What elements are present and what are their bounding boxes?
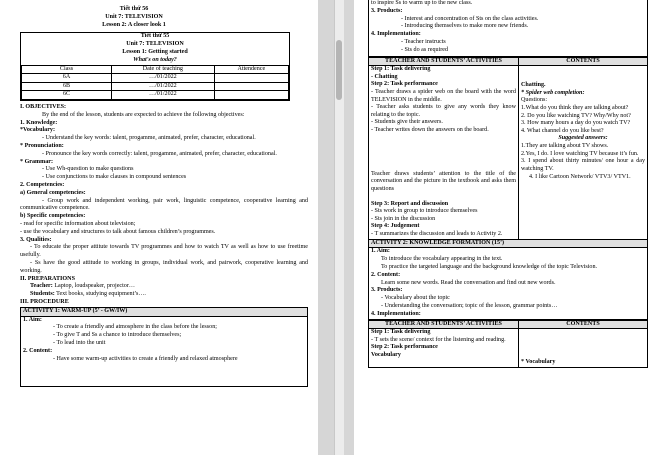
t2-vocabulary-contents: * Vocabulary (521, 359, 556, 366)
spider-web-title: * Spider web completion: (521, 89, 585, 96)
box-unit: Unit 7: TELEVISION (126, 41, 184, 48)
activity2-table-header (369, 320, 648, 329)
activity-item: - Teacher asks students to give any words they know relating to the topic. (371, 104, 516, 118)
aim-title: 1. Aim: (23, 316, 42, 323)
teacher-preparation (20, 283, 308, 291)
aim-item: - To lead into the unit (53, 339, 106, 346)
activity1-table (368, 57, 648, 240)
t2-step2-label: Step 2: Task performance (371, 344, 438, 351)
lesson-unit: Unit 7: TELEVISION (105, 13, 163, 20)
activity-item: - Teacher writes down the answers on the board. (371, 127, 489, 134)
spacer (371, 194, 516, 201)
attendence-cell (214, 74, 288, 83)
question-item: 4. What channel do you like best? (521, 127, 604, 134)
suggested-item: 1.They are talking about TV shows. (521, 143, 609, 150)
suggested-item: 2.Yes, I do. I love watching TV because it’s fun. (521, 150, 639, 157)
spacer (521, 66, 645, 82)
vocabulary-title: *Vocabulary: (20, 127, 55, 134)
top-line: to inspire Ss to warm up to the new class. (371, 0, 473, 6)
previous-lesson-box (20, 32, 290, 101)
contents-header-2: CONTENTS (519, 320, 648, 329)
class-cell: 6B (22, 82, 112, 91)
products2-item: - Vocabulary about the topic (381, 295, 450, 302)
products2-item: - Understanding the conversation; topic of the lesson, grammar points… (381, 302, 558, 309)
step4-label: Step 4: Judgement (371, 223, 420, 230)
attendence-cell (214, 91, 288, 100)
content2-text: Learn some new words. Read the conversation and find out new words. (381, 279, 556, 286)
specific-item: - read for specific information about television; (20, 220, 136, 227)
aim2-title: 1. Aim: (371, 248, 390, 255)
box-period: Tiết thứ 55 (140, 33, 170, 40)
activity2-block (368, 240, 648, 368)
qualities-title: 3. Qualities: (20, 236, 52, 243)
step2-label: Step 2: Task performance (371, 81, 438, 88)
box-lesson: Lesson 1: Getting started (122, 48, 188, 55)
question-item: 3. How many hours a day do you watch TV? (521, 120, 631, 127)
chatting-label: - Chatting (371, 73, 398, 80)
activity2-table (368, 320, 648, 368)
aim-item: - To create a friendly and atmosphere in the class before the lesson; (53, 324, 217, 331)
grammar-item: - Use conjunctions to make clauses in compound sentences (42, 174, 187, 181)
scrollbar-thumb[interactable] (336, 40, 342, 100)
step3-item: - Sts join in the discussion (371, 215, 436, 222)
students-prep-label: Students: (30, 291, 55, 298)
t2-step1-text: - T sets the scene/ context for the listening and reading. (371, 336, 506, 343)
grammar-title: * Grammar: (20, 158, 53, 165)
general-competencies-text: - Group work and independent working, pair work, linguistic competence, cooperative learning and communicative competence. (20, 197, 308, 212)
question-item: 1.What do you think they are talking about? (521, 105, 629, 112)
pronunciation-text: - Pronounce the key words correctly: talent, progamme, animated, prefer, character, educational. (42, 150, 277, 157)
contents-header: CONTENTS (519, 57, 648, 66)
table-row (369, 66, 648, 239)
lesson-header (20, 6, 308, 29)
pronunciation-title: * Pronunciation: (20, 143, 64, 149)
qualities-item: - Ss have the good attitude to working in groups, individual work, and pairwork, cooperative learning and working. (20, 259, 308, 274)
vocabulary-text: - Understand the key words: talent, progamme, animated, prefer, character, educational. (42, 135, 256, 142)
box-subtitle: What's on today? (133, 56, 177, 63)
document-page-left (0, 0, 318, 455)
activity-item: - Students give their answers. (371, 119, 443, 126)
table-row (22, 82, 289, 91)
contents-chatting: Chatting. (521, 82, 546, 89)
activity2-title: ACTIVITY 2: KNOWLEDGE FORMATION (15’) (368, 240, 648, 249)
table-row (22, 74, 289, 83)
date-col-header: Date of teaching (112, 65, 215, 74)
objectives-intro: By the end of the lesson, students are expected to achieve the following objectives: (42, 111, 245, 118)
date-cell: …/01/2022 (112, 82, 215, 91)
general-competencies-title: a) General competencies: (20, 189, 86, 196)
suggested-title: Suggested answers: (558, 135, 608, 142)
class-table-header (22, 65, 289, 74)
grammar-item: - Use Wh-question to make questions (42, 166, 134, 173)
class-table (21, 65, 289, 100)
activity1-title: ACTIVITY 1: WARM-UP (5’ - GW/IW) (20, 307, 308, 317)
teacher-prep-label: Teacher: (30, 283, 53, 290)
activity-item: - Teacher draws a spider web on the board with the word TELEVISION in the middle. (371, 89, 516, 103)
step1-label: Step 1: Task delivering (371, 66, 431, 73)
products2-title: 3. Products: (371, 287, 403, 294)
objectives-title: I. OBJECTIVES: (20, 104, 67, 111)
teacher-students-header-2: TEACHER AND STUDENTS’ ACTIVITIES (369, 320, 519, 329)
implementation-item: - Sts do as required (401, 46, 449, 53)
qualities-item: - To educate the proper attitute towards TV programmes and how to watch TV as well as how to use freetime usefully. (20, 244, 308, 259)
activities-cell (369, 66, 519, 239)
products-title: 3. Products: (371, 7, 403, 14)
teacher-draws-text: Teacher draws students’ attention to the title of the conversation and the picture in the textbook and asks them questions (371, 170, 516, 192)
students-prep-text: Text books, studying equipment’s…. (56, 291, 146, 298)
content-text: - Have some warm-up activities to create a friendly and relaxed atmosphere (53, 355, 238, 362)
activity2-body (368, 248, 648, 319)
table-row (369, 329, 648, 368)
aim-item: - To give T and Ss a chance to introduce themselves; (53, 332, 182, 339)
content-title: 2. Content: (23, 347, 53, 354)
teacher-prep-text: Laptop, loudspeaker, projector… (54, 283, 135, 290)
implementation-title: 4. Implementation: (371, 31, 421, 38)
lesson-title: Lesson 2: A closer look 1 (102, 21, 166, 28)
products-item: - Introducing themselves to make more new friends. (401, 23, 529, 30)
contents-cell-2 (519, 329, 648, 368)
specific-competencies-title: b) Specific competencies: (20, 213, 86, 220)
date-cell: …/01/2022 (112, 91, 215, 100)
implementation2-title: 4. Implementation: (371, 310, 421, 317)
aim2-item: To introduce the vocabulary appearing in the text. (381, 256, 503, 263)
questions-label: Questions: (521, 97, 548, 104)
activity1-table-header (369, 57, 648, 66)
class-cell: 6A (22, 74, 112, 83)
date-cell: …/01/2022 (112, 74, 215, 83)
students-preparation (20, 291, 308, 299)
activity1-continued-body (368, 0, 648, 57)
products-item: - Interest and concentration of Sts on the class activities. (401, 15, 539, 22)
table-row (22, 91, 289, 100)
document-page-right (354, 0, 650, 455)
contents-cell (519, 66, 648, 239)
suggested-item: 3. I spend about thirty minutes/ one hour a day watching TV. (521, 158, 645, 172)
question-item: 2. Do you like watching TV? Why/Why not? (521, 112, 631, 119)
class-col-header: Class (22, 65, 112, 74)
content2-title: 2. Content: (371, 271, 401, 278)
step3-item: - Sts work in group to introduce themselves (371, 208, 478, 215)
objectives-section (20, 104, 308, 307)
activity1-block (20, 307, 308, 387)
t2-step1-label: Step 1: Task delivering (371, 329, 431, 336)
activity1-body (20, 317, 308, 387)
attendence-col-header: Attendence (214, 65, 288, 74)
knowledge-title: 1. Knowledge: (20, 119, 58, 126)
spacer (521, 329, 645, 359)
attendence-cell (214, 82, 288, 91)
competencies-title: 2. Competencies: (20, 181, 65, 188)
step4-text: - T summarizes the discussion and leads to Activity 2. (371, 230, 503, 237)
aim2-item: To practice the targeted language and the background knowledge of the topic Television. (381, 263, 598, 270)
activity1-continued (368, 0, 648, 240)
t2-vocabulary-label: Vocabulary (371, 351, 401, 358)
spacer (371, 135, 516, 171)
specific-item: - use the vocabulary and structures to talk about famous children’s programmes. (20, 228, 216, 235)
lesson-period: Tiết thứ 56 (119, 6, 149, 12)
implementation-item: - Teacher instructs (401, 38, 446, 45)
suggested-item: 4. I like Cartoon Network/ VTV3/ VTV1. (529, 173, 631, 180)
preparations-title: II. PREPARATIONS (20, 275, 75, 282)
activities-cell-2 (369, 329, 519, 368)
class-cell: 6C (22, 91, 112, 100)
procedure-title: III. PROCEDURE (20, 298, 69, 305)
step3-label: Step 3: Report and discussion (371, 200, 449, 207)
teacher-students-header: TEACHER AND STUDENTS’ ACTIVITIES (369, 57, 519, 66)
